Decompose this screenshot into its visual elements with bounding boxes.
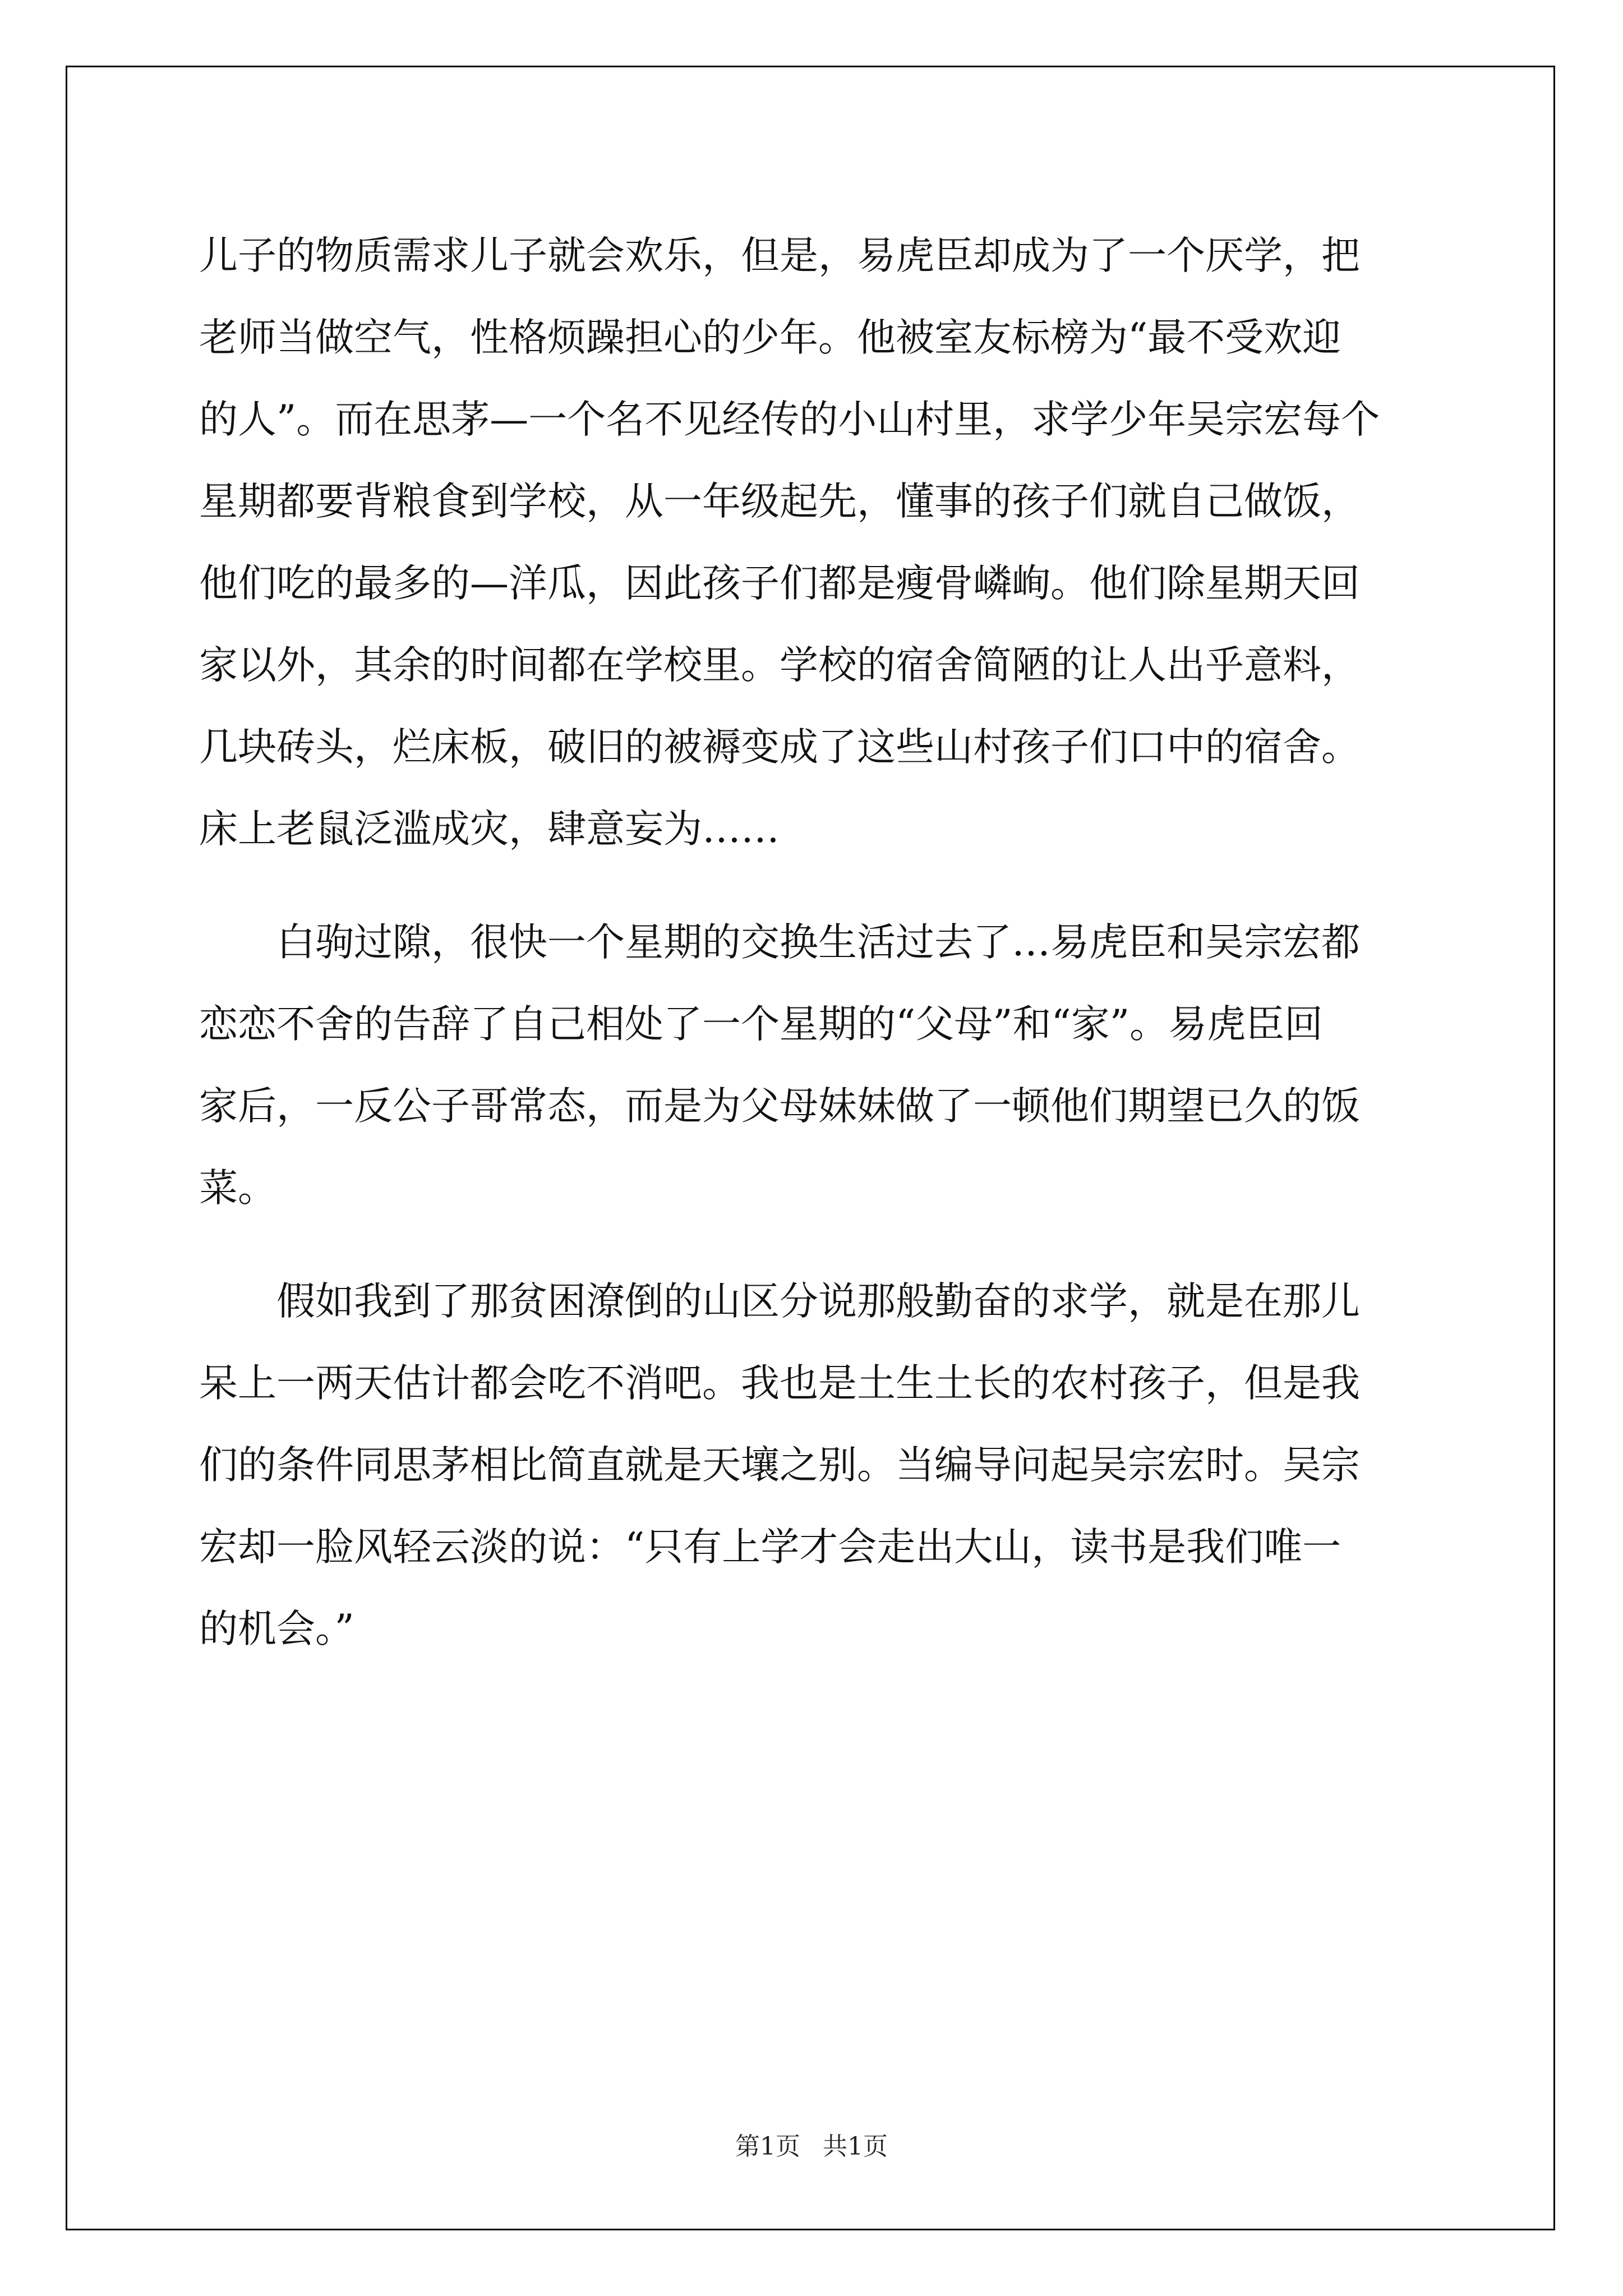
- text-line: 假如我到了那贫困潦倒的山区分说那般勤奋的求学，就是在那儿: [199, 1279, 1360, 1324]
- text-line: 宏却一脸风轻云淡的说：“只有上学才会走出大山，读书是我们唯一: [199, 1525, 1341, 1570]
- paragraph-spacer: [199, 1229, 1433, 1260]
- text-line: 床上老鼠泛滥成灾，肆意妄为……: [199, 807, 780, 852]
- text-line: 菜。: [199, 1166, 276, 1211]
- text-line: 呆上一两天估计都会吃不消吧。我也是土生土长的农村孩子，但是我: [199, 1361, 1360, 1406]
- paragraph-2: [199, 901, 1433, 1229]
- text-line: 星期都要背粮食到学校，从一年级起先，懂事的孩子们就自己做饭，: [199, 479, 1360, 524]
- text-line: 恋恋不舍的告辞了自己相处了一个星期的“父母”和“家”。易虎臣回: [199, 1002, 1324, 1047]
- text-line: 儿子的物质需求儿子就会欢乐，但是，易虎臣却成为了一个厌学，把: [199, 233, 1360, 278]
- text-line: 他们吃的最多的—洋瓜，因此孩子们都是瘦骨嶙峋。他们除星期天回: [199, 561, 1360, 606]
- page-number: 第1页: [735, 2132, 800, 2161]
- text-line: 家后，一反公子哥常态，而是为父母妹妹做了一顿他们期望已久的饭: [199, 1084, 1360, 1129]
- page-footer: [0, 2126, 1623, 2162]
- paragraph-1: [199, 215, 1433, 870]
- text-line: 的人”。而在思茅—一个名不见经传的小山村里，求学少年吴宗宏每个: [199, 397, 1380, 442]
- text-line: 们的条件同思茅相比简直就是天壤之别。当编导问起吴宗宏时。吴宗: [199, 1443, 1360, 1488]
- text-line: 几块砖头，烂床板，破旧的被褥变成了这些山村孩子们口中的宿舍。: [199, 725, 1360, 770]
- document-body: [199, 215, 1433, 1670]
- text-line: 的机会。”: [199, 1607, 354, 1651]
- paragraph-spacer: [199, 870, 1433, 901]
- text-line: 白驹过隙，很快一个星期的交换生活过去了…易虎臣和吴宗宏都: [199, 920, 1360, 965]
- text-line: 家以外，其余的时间都在学校里。学校的宿舍简陋的让人出乎意料，: [199, 643, 1360, 688]
- page-total: 共1页: [823, 2132, 888, 2161]
- paragraph-3: [199, 1260, 1433, 1670]
- text-line: 老师当做空气，性格烦躁担心的少年。他被室友标榜为“最不受欢迎: [199, 315, 1341, 360]
